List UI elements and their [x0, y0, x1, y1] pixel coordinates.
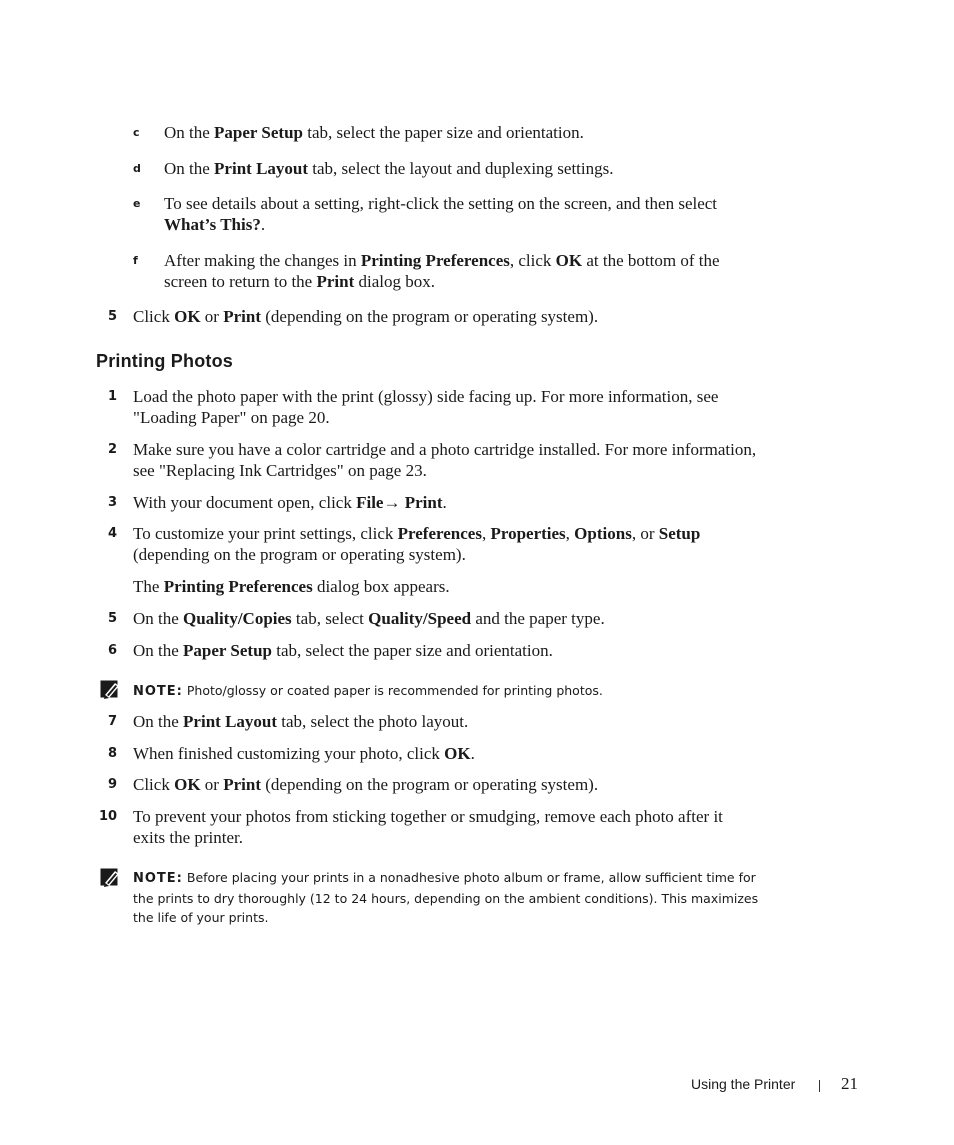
step-8 — [133, 743, 798, 764]
text: The — [133, 577, 164, 596]
text: see "Replacing Ink Cartridges" on page 23. — [133, 461, 427, 480]
step-2 — [133, 439, 798, 481]
text: screen to return to the — [164, 272, 317, 291]
substep-d — [164, 158, 804, 179]
text: . — [470, 744, 475, 763]
text: After making the changes in — [164, 251, 361, 270]
step-number: 7 — [107, 714, 117, 729]
arrow-icon: → — [383, 493, 401, 512]
ui-term: Printing Preferences — [163, 577, 313, 596]
note-label: NOTE: — [133, 684, 183, 699]
text: On the — [133, 609, 184, 628]
text: On the — [133, 712, 184, 731]
substep-label-d: d — [133, 162, 141, 175]
ui-term: Printing Preferences — [360, 251, 510, 270]
text: tab, select the photo layout. — [277, 712, 469, 731]
step-number: 1 — [107, 389, 117, 404]
step-7 — [133, 711, 798, 732]
ui-term: OK — [555, 251, 583, 270]
ui-term: Print — [223, 775, 261, 794]
text: dialog box. — [354, 272, 435, 291]
substep-f — [164, 250, 804, 292]
note-drying-time — [133, 868, 793, 928]
text: "Loading Paper" on page 20. — [133, 408, 330, 427]
text: , or — [631, 524, 659, 543]
step-number: 2 — [107, 442, 117, 457]
text: Click — [133, 307, 175, 326]
step-number: 9 — [107, 777, 117, 792]
text: (depending on the program or operating system). — [261, 775, 599, 794]
step-6 — [133, 640, 798, 661]
ui-term: What’s This? — [164, 215, 261, 234]
text: tab, select the layout and duplexing settings. — [308, 159, 614, 178]
ui-term: Print Layout — [214, 159, 309, 178]
ui-term: Properties — [490, 524, 566, 543]
step-number: 10 — [99, 809, 118, 824]
substep-e — [164, 193, 804, 235]
text: To see details about a setting, right-click the setting on the screen, and then select — [164, 194, 718, 213]
substep-c — [164, 122, 804, 143]
step-5-print — [133, 306, 798, 327]
step-4 — [133, 523, 798, 565]
text: or — [200, 775, 224, 794]
ui-term: File — [356, 493, 384, 512]
footer-chapter-title: Using the Printer — [691, 1076, 796, 1092]
ui-term: OK — [174, 775, 201, 794]
step-number: 6 — [107, 643, 117, 658]
text: tab, select the paper size and orientation. — [303, 123, 584, 142]
text: Photo/glossy or coated paper is recommended for printing photos. — [182, 683, 603, 698]
step-number: 5 — [107, 611, 117, 626]
ui-term: Paper Setup — [214, 123, 303, 142]
text: tab, select the paper size and orientation. — [272, 641, 553, 660]
note-photo-paper — [133, 681, 793, 702]
text: (depending on the program or operating system). — [133, 545, 466, 564]
footer-separator — [819, 1080, 820, 1092]
step-1 — [133, 386, 798, 428]
text: tab, select — [291, 609, 369, 628]
step-number: 4 — [107, 526, 117, 541]
ui-term: OK — [444, 744, 471, 763]
section-heading: Printing Photos — [96, 351, 233, 371]
pencil-note-icon — [100, 680, 122, 700]
ui-term: Options — [574, 524, 632, 543]
ui-term: Setup — [658, 524, 701, 543]
substep-label-f: f — [133, 254, 138, 267]
text: , click — [509, 251, 556, 270]
text: On the — [164, 123, 215, 142]
text: Before placing your prints in a nonadhesive photo album or frame, allow sufficient time for — [182, 870, 756, 885]
step-5 — [133, 608, 798, 629]
text: (depending on the program or operating system). — [261, 307, 599, 326]
text: When finished customizing your photo, click — [133, 744, 445, 763]
ui-term: Print — [223, 307, 261, 326]
step-10 — [133, 806, 798, 848]
ui-term: OK — [174, 307, 201, 326]
step-number: 3 — [107, 495, 117, 510]
text: , — [481, 524, 491, 543]
ui-term: Quality/Speed — [368, 609, 472, 628]
text: To prevent your photos from sticking together or smudging, remove each photo after it — [133, 807, 723, 826]
text: Make sure you have a color cartridge and a photo cartridge installed. For more information, — [133, 440, 757, 459]
ui-term: Paper Setup — [183, 641, 272, 660]
step-number: 8 — [107, 746, 117, 761]
step-9 — [133, 774, 798, 795]
ui-term: Print — [400, 493, 443, 512]
text: On the — [164, 159, 215, 178]
text: Click — [133, 775, 175, 794]
text: at the bottom of the — [582, 251, 720, 270]
text: or — [200, 307, 224, 326]
ui-term: Print — [316, 272, 355, 291]
text: and the paper type. — [471, 609, 605, 628]
step-number: 5 — [107, 309, 117, 324]
note-label: NOTE: — [133, 871, 183, 886]
text: dialog box appears. — [312, 577, 450, 596]
pencil-note-icon — [100, 868, 122, 888]
text: . — [442, 493, 447, 512]
text: the prints to dry thoroughly (12 to 24 hours, depending on the ambient conditions). This maximizes — [133, 890, 759, 906]
ui-term: Preferences — [397, 524, 482, 543]
text: exits the printer. — [133, 828, 244, 847]
text: . — [260, 215, 266, 234]
step-4-result — [133, 576, 798, 597]
text: the life of your prints. — [133, 910, 269, 925]
step-3 — [133, 492, 798, 513]
ui-term: Quality/Copies — [183, 609, 292, 628]
ui-term: Print Layout — [183, 712, 278, 731]
text: Load the photo paper with the print (glossy) side facing up. For more information, see — [133, 387, 719, 406]
substep-label-e: e — [133, 197, 141, 210]
text: On the — [133, 641, 184, 660]
page-number: 21 — [841, 1074, 858, 1093]
text: With your document open, click — [133, 493, 357, 512]
text: To customize your print settings, click — [133, 524, 398, 543]
substep-label-c: c — [133, 126, 140, 139]
text: , — [565, 524, 575, 543]
